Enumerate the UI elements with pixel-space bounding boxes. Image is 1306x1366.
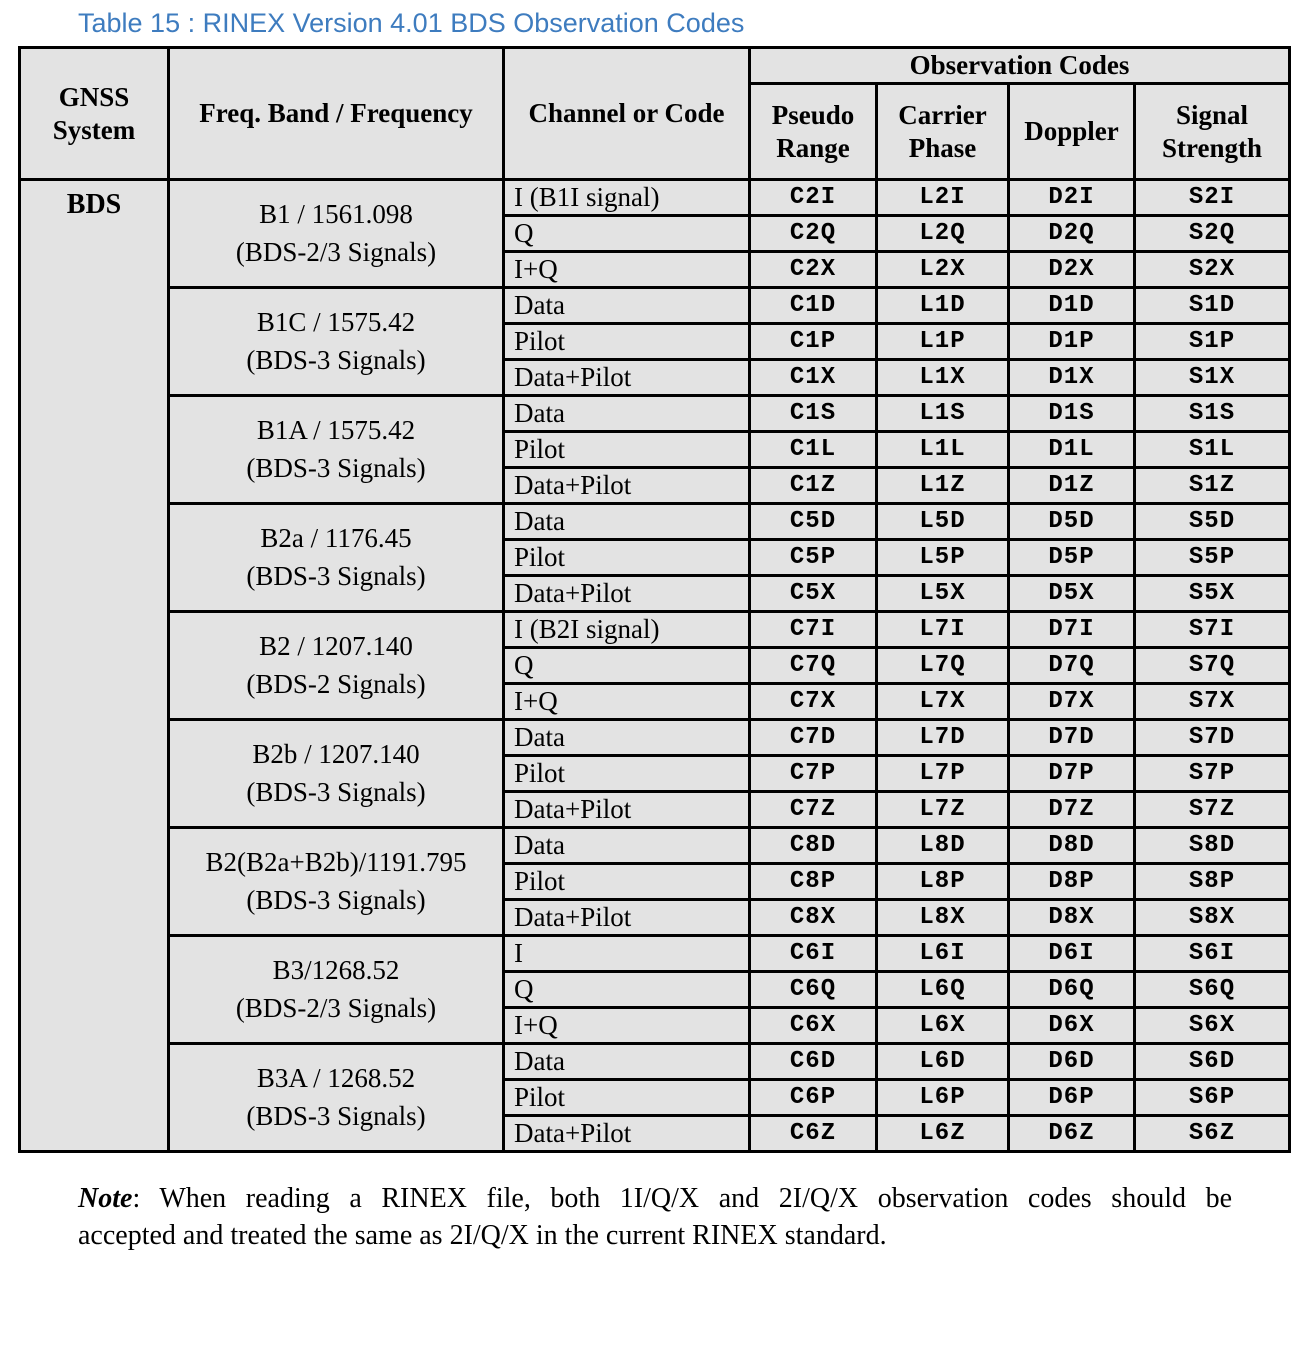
pseudo-range-code-cell: C1Z xyxy=(750,468,877,504)
pseudo-range-code-cell: C6Q xyxy=(750,972,877,1008)
channel-cell: Data xyxy=(504,288,750,324)
header-signal-strength: Signal Strength xyxy=(1135,84,1290,180)
pseudo-range-code-cell: C7D xyxy=(750,720,877,756)
signal-strength-code-cell: S7P xyxy=(1135,756,1290,792)
signal-strength-code-cell: S5X xyxy=(1135,576,1290,612)
carrier-phase-code-cell: L6X xyxy=(877,1008,1009,1044)
pseudo-range-code-cell: C5X xyxy=(750,576,877,612)
header-gnss-system: GNSS System xyxy=(20,48,169,180)
pseudo-range-code-cell: C6D xyxy=(750,1044,877,1080)
carrier-phase-code-cell: L1P xyxy=(877,324,1009,360)
signal-strength-code-cell: S7Z xyxy=(1135,792,1290,828)
doppler-code-cell: D7D xyxy=(1009,720,1135,756)
freq-band-cell xyxy=(169,828,504,936)
doppler-code-cell: D6P xyxy=(1009,1080,1135,1116)
signal-strength-code-cell: S5D xyxy=(1135,504,1290,540)
table-row xyxy=(20,1044,1290,1080)
carrier-phase-code-cell: L1D xyxy=(877,288,1009,324)
note-text-line1: : When reading a RINEX file, both 1I/Q/X and 2I/Q/X observation codes should be xyxy=(132,1183,1232,1214)
carrier-phase-code-cell: L6I xyxy=(877,936,1009,972)
header-channel-or-code: Channel or Code xyxy=(504,48,750,180)
pseudo-range-code-cell: C1X xyxy=(750,360,877,396)
channel-cell: Q xyxy=(504,972,750,1008)
signal-strength-code-cell: S6I xyxy=(1135,936,1290,972)
channel-cell: Data+Pilot xyxy=(504,1116,750,1152)
doppler-code-cell: D1X xyxy=(1009,360,1135,396)
note-line-1 xyxy=(78,1181,1232,1218)
carrier-phase-code-cell: L7X xyxy=(877,684,1009,720)
doppler-code-cell: D2X xyxy=(1009,252,1135,288)
carrier-phase-code-cell: L7Z xyxy=(877,792,1009,828)
carrier-phase-code-cell: L6D xyxy=(877,1044,1009,1080)
doppler-code-cell: D6I xyxy=(1009,936,1135,972)
pseudo-range-code-cell: C2X xyxy=(750,252,877,288)
table-row xyxy=(20,504,1290,540)
freq-band-cell xyxy=(169,396,504,504)
doppler-code-cell: D8D xyxy=(1009,828,1135,864)
pseudo-range-code-cell: C1S xyxy=(750,396,877,432)
pseudo-range-code-cell: C1P xyxy=(750,324,877,360)
table-caption: Table 15 : RINEX Version 4.01 BDS Observation Codes xyxy=(78,8,745,38)
table-row xyxy=(20,612,1290,648)
pseudo-range-code-cell: C7I xyxy=(750,612,877,648)
channel-cell: Data xyxy=(504,504,750,540)
freq-band-signals: (BDS-2/3 Signals) xyxy=(235,992,437,1023)
freq-band-cell xyxy=(169,1044,504,1152)
freq-band-signals: (BDS-3 Signals) xyxy=(246,884,426,915)
pseudo-range-code-cell: C8X xyxy=(750,900,877,936)
doppler-code-cell: D7Z xyxy=(1009,792,1135,828)
table-row xyxy=(20,180,1290,216)
freq-band-signals: (BDS-2 Signals) xyxy=(246,668,426,699)
signal-strength-code-cell: S1X xyxy=(1135,360,1290,396)
signal-strength-code-cell: S7Q xyxy=(1135,648,1290,684)
freq-band-cell xyxy=(169,720,504,828)
freq-band-name: B1A / 1575.42 xyxy=(256,414,416,445)
carrier-phase-code-cell: L8P xyxy=(877,864,1009,900)
channel-cell: I+Q xyxy=(504,252,750,288)
note-text-line2: accepted and treated the same as 2I/Q/X in the current RINEX standard. xyxy=(78,1219,887,1251)
signal-strength-code-cell: S1L xyxy=(1135,432,1290,468)
carrier-phase-code-cell: L7P xyxy=(877,756,1009,792)
doppler-code-cell: D1D xyxy=(1009,288,1135,324)
channel-cell: I+Q xyxy=(504,1008,750,1044)
signal-strength-code-cell: S6D xyxy=(1135,1044,1290,1080)
note-label: Note xyxy=(78,1183,133,1214)
channel-cell: Data xyxy=(504,396,750,432)
pseudo-range-code-cell: C2Q xyxy=(750,216,877,252)
signal-strength-code-cell: S6Z xyxy=(1135,1116,1290,1152)
doppler-code-cell: D1L xyxy=(1009,432,1135,468)
signal-strength-code-cell: S5P xyxy=(1135,540,1290,576)
freq-band-signals: (BDS-3 Signals) xyxy=(246,344,426,375)
signal-strength-code-cell: S8P xyxy=(1135,864,1290,900)
channel-cell: Data xyxy=(504,1044,750,1080)
channel-cell: Pilot xyxy=(504,756,750,792)
carrier-phase-code-cell: L6P xyxy=(877,1080,1009,1116)
header-carrier-phase: Carrier Phase xyxy=(877,84,1009,180)
freq-band-name: B1C / 1575.42 xyxy=(256,306,416,337)
freq-band-name: B3A / 1268.52 xyxy=(256,1062,416,1093)
doppler-code-cell: D5D xyxy=(1009,504,1135,540)
doppler-code-cell: D6X xyxy=(1009,1008,1135,1044)
table-row xyxy=(20,396,1290,432)
freq-band-name: B2(B2a+B2b)/1191.795 xyxy=(205,846,467,877)
carrier-phase-code-cell: L5D xyxy=(877,504,1009,540)
carrier-phase-code-cell: L6Q xyxy=(877,972,1009,1008)
signal-strength-code-cell: S7D xyxy=(1135,720,1290,756)
doppler-code-cell: D1P xyxy=(1009,324,1135,360)
pseudo-range-code-cell: C8P xyxy=(750,864,877,900)
freq-band-cell xyxy=(169,936,504,1044)
signal-strength-code-cell: S7I xyxy=(1135,612,1290,648)
carrier-phase-code-cell: L8X xyxy=(877,900,1009,936)
pseudo-range-code-cell: C1D xyxy=(750,288,877,324)
channel-cell: Data+Pilot xyxy=(504,576,750,612)
signal-strength-code-cell: S1D xyxy=(1135,288,1290,324)
freq-band-cell xyxy=(169,180,504,288)
gnss-system-cell: BDS xyxy=(20,180,169,1152)
signal-strength-code-cell: S8X xyxy=(1135,900,1290,936)
freq-band-signals: (BDS-3 Signals) xyxy=(246,560,426,591)
pseudo-range-code-cell: C7P xyxy=(750,756,877,792)
header-observation-codes: Observation Codes xyxy=(750,48,1290,84)
signal-strength-code-cell: S1Z xyxy=(1135,468,1290,504)
freq-band-signals: (BDS-3 Signals) xyxy=(246,1100,426,1131)
pseudo-range-code-cell: C7Q xyxy=(750,648,877,684)
carrier-phase-code-cell: L1S xyxy=(877,396,1009,432)
doppler-code-cell: D5X xyxy=(1009,576,1135,612)
freq-band-cell xyxy=(169,288,504,396)
channel-cell: Data+Pilot xyxy=(504,900,750,936)
table-row xyxy=(20,288,1290,324)
carrier-phase-code-cell: L6Z xyxy=(877,1116,1009,1152)
channel-cell: I (B1I signal) xyxy=(504,180,750,216)
pseudo-range-code-cell: C5D xyxy=(750,504,877,540)
freq-band-cell xyxy=(169,612,504,720)
signal-strength-code-cell: S2Q xyxy=(1135,216,1290,252)
signal-strength-code-cell: S1S xyxy=(1135,396,1290,432)
table-row xyxy=(20,720,1290,756)
channel-cell: Q xyxy=(504,216,750,252)
channel-cell: Data+Pilot xyxy=(504,792,750,828)
channel-cell: Pilot xyxy=(504,432,750,468)
carrier-phase-code-cell: L2Q xyxy=(877,216,1009,252)
pseudo-range-code-cell: C2I xyxy=(750,180,877,216)
doppler-code-cell: D6Z xyxy=(1009,1116,1135,1152)
signal-strength-code-cell: S6Q xyxy=(1135,972,1290,1008)
carrier-phase-code-cell: L5P xyxy=(877,540,1009,576)
signal-strength-code-cell: S7X xyxy=(1135,684,1290,720)
signal-strength-code-cell: S6P xyxy=(1135,1080,1290,1116)
carrier-phase-code-cell: L7D xyxy=(877,720,1009,756)
header-row-top xyxy=(20,48,1290,84)
carrier-phase-code-cell: L8D xyxy=(877,828,1009,864)
pseudo-range-code-cell: C6Z xyxy=(750,1116,877,1152)
table-row xyxy=(20,936,1290,972)
freq-band-signals: (BDS-3 Signals) xyxy=(246,452,426,483)
pseudo-range-code-cell: C7X xyxy=(750,684,877,720)
carrier-phase-code-cell: L1X xyxy=(877,360,1009,396)
freq-band-signals: (BDS-3 Signals) xyxy=(246,776,426,807)
freq-band-name: B2b / 1207.140 xyxy=(252,738,420,769)
carrier-phase-code-cell: L1L xyxy=(877,432,1009,468)
pseudo-range-code-cell: C6P xyxy=(750,1080,877,1116)
table-header xyxy=(20,48,1290,180)
pseudo-range-code-cell: C6X xyxy=(750,1008,877,1044)
carrier-phase-code-cell: L5X xyxy=(877,576,1009,612)
channel-cell: Data+Pilot xyxy=(504,360,750,396)
carrier-phase-code-cell: L7I xyxy=(877,612,1009,648)
pseudo-range-code-cell: C7Z xyxy=(750,792,877,828)
freq-band-name: B2 / 1207.140 xyxy=(259,630,413,661)
pseudo-range-code-cell: C1L xyxy=(750,432,877,468)
table-row xyxy=(20,828,1290,864)
doppler-code-cell: D1S xyxy=(1009,396,1135,432)
doppler-code-cell: D1Z xyxy=(1009,468,1135,504)
channel-cell: Pilot xyxy=(504,324,750,360)
channel-cell: I xyxy=(504,936,750,972)
carrier-phase-code-cell: L7Q xyxy=(877,648,1009,684)
doppler-code-cell: D5P xyxy=(1009,540,1135,576)
pseudo-range-code-cell: C5P xyxy=(750,540,877,576)
header-doppler: Doppler xyxy=(1009,84,1135,180)
freq-band-name: B1 / 1561.098 xyxy=(259,198,413,229)
doppler-code-cell: D7Q xyxy=(1009,648,1135,684)
freq-band-signals: (BDS-2/3 Signals) xyxy=(235,236,437,267)
doppler-code-cell: D7X xyxy=(1009,684,1135,720)
doppler-code-cell: D6Q xyxy=(1009,972,1135,1008)
channel-cell: I+Q xyxy=(504,684,750,720)
table-body xyxy=(20,180,1290,1152)
header-freq-band: Freq. Band / Frequency xyxy=(169,48,504,180)
signal-strength-code-cell: S2X xyxy=(1135,252,1290,288)
freq-band-name: B3/1268.52 xyxy=(272,954,400,985)
observation-codes-table xyxy=(18,46,1291,1153)
pseudo-range-code-cell: C8D xyxy=(750,828,877,864)
doppler-code-cell: D7I xyxy=(1009,612,1135,648)
carrier-phase-code-cell: L1Z xyxy=(877,468,1009,504)
signal-strength-code-cell: S1P xyxy=(1135,324,1290,360)
channel-cell: Data xyxy=(504,720,750,756)
table-note xyxy=(78,1181,1232,1255)
freq-band-cell xyxy=(169,504,504,612)
signal-strength-code-cell: S2I xyxy=(1135,180,1290,216)
doppler-code-cell: D6D xyxy=(1009,1044,1135,1080)
channel-cell: I (B2I signal) xyxy=(504,612,750,648)
doppler-code-cell: D2I xyxy=(1009,180,1135,216)
pseudo-range-code-cell: C6I xyxy=(750,936,877,972)
signal-strength-code-cell: S6X xyxy=(1135,1008,1290,1044)
signal-strength-code-cell: S8D xyxy=(1135,828,1290,864)
channel-cell: Pilot xyxy=(504,1080,750,1116)
doppler-code-cell: D8P xyxy=(1009,864,1135,900)
doppler-code-cell: D7P xyxy=(1009,756,1135,792)
channel-cell: Pilot xyxy=(504,540,750,576)
channel-cell: Data+Pilot xyxy=(504,468,750,504)
channel-cell: Data xyxy=(504,828,750,864)
carrier-phase-code-cell: L2I xyxy=(877,180,1009,216)
doppler-code-cell: D8X xyxy=(1009,900,1135,936)
header-pseudo-range: Pseudo Range xyxy=(750,84,877,180)
channel-cell: Q xyxy=(504,648,750,684)
doppler-code-cell: D2Q xyxy=(1009,216,1135,252)
carrier-phase-code-cell: L2X xyxy=(877,252,1009,288)
channel-cell: Pilot xyxy=(504,864,750,900)
freq-band-name: B2a / 1176.45 xyxy=(260,522,412,553)
